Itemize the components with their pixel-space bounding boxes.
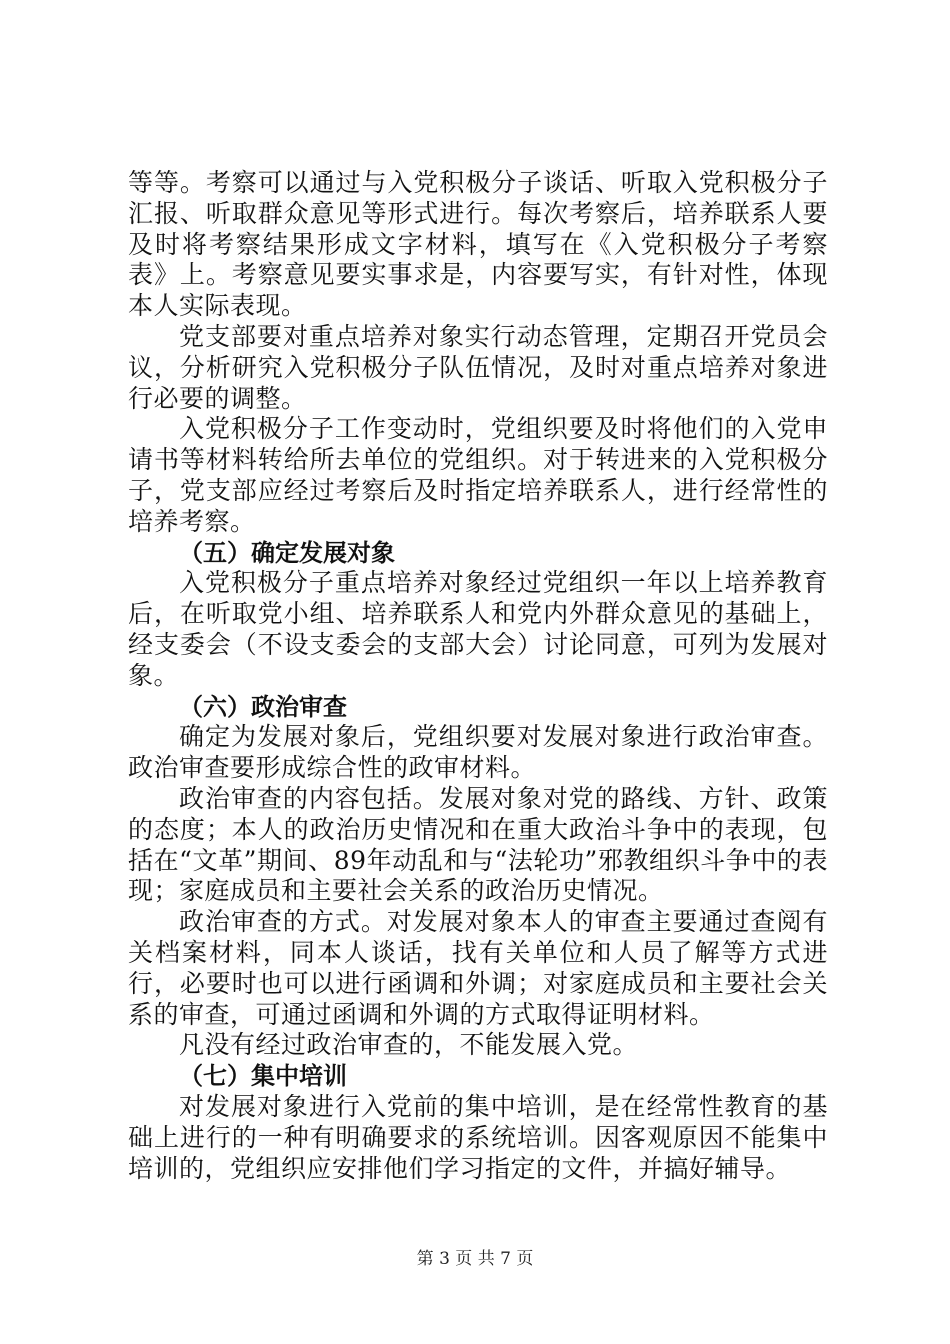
- paragraph: 确定为发展对象后，党组织要对发展对象进行政治审查。政治审查要形成综合性的政审材料。: [128, 722, 828, 783]
- document-body: [128, 168, 828, 1184]
- paragraph: 政治审查的方式。对发展对象本人的审查主要通过查阅有关档案材料，同本人谈话，找有关单位和人员了解等方式进行，必要时也可以进行函调和外调；对家庭成员和主要社会关系的审查，可通过函调和外调的方式取得证明材料。: [128, 907, 828, 1029]
- paragraph-continuation: 等等。考察可以通过与入党积极分子谈话、听取入党积极分子汇报、听取群众意见等形式进行。每次考察后，培养联系人要及时将考察结果形成文字材料，填写在《入党积极分子考察表》上。考察意见要实事求是，内容要写实，有针对性，体现本人实际表现。: [128, 168, 828, 321]
- paragraph: 党支部要对重点培养对象实行动态管理，定期召开党员会议，分析研究入党积极分子队伍情况，及时对重点培养对象进行必要的调整。: [128, 321, 828, 413]
- section-heading: （五）确定发展对象: [179, 538, 395, 567]
- section-heading: （七）集中培训: [179, 1062, 347, 1091]
- paragraph: 对发展对象进行入党前的集中培训，是在经常性教育的基础上进行的一种有明确要求的系统培训。因客观原因不能集中培训的，党组织应安排他们学习指定的文件，并搞好辅导。: [128, 1091, 828, 1183]
- paragraph: 入党积极分子工作变动时，党组织要及时将他们的入党申请书等材料转给所去单位的党组织。对于转进来的入党积极分子，党支部应经过考察后及时指定培养联系人，进行经常性的培养考察。: [128, 414, 828, 536]
- paragraph: 入党积极分子重点培养对象经过党组织一年以上培养教育后，在听取党小组、培养联系人和党内外群众意见的基础上，经支委会（不设支委会的支部大会）讨论同意，可列为发展对象。: [128, 568, 828, 690]
- page-footer: 第 3 页 共 7 页: [416, 1249, 534, 1269]
- paragraph: 凡没有经过政治审查的，不能发展入党。: [179, 1030, 639, 1060]
- section-heading: （六）政治审查: [179, 692, 347, 721]
- paragraph: 政治审查的内容包括。发展对象对党的路线、方针、政策的态度；本人的政治历史情况和在重大政治斗争中的表现，包括在“文革”期间、89年动乱和与“法轮功”邪教组织斗争中的表现；家庭成员和主要社会关系的政治历史情况。: [128, 783, 828, 906]
